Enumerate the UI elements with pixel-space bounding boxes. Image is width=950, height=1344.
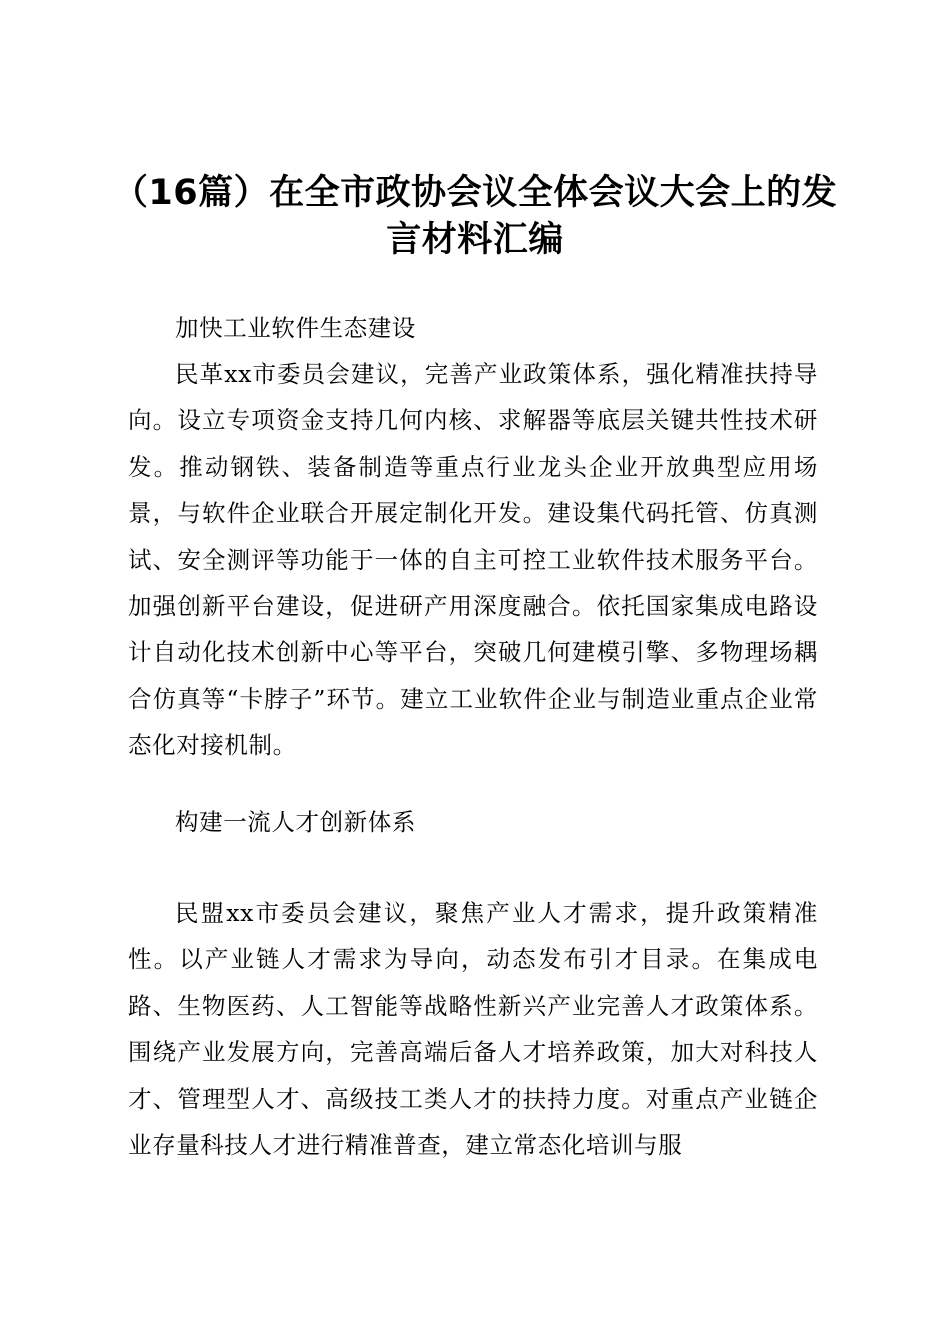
title-line-1: （16篇）在全市政协会议全体会议大会上的发 <box>112 173 838 213</box>
title-line-2: 言材料汇编 <box>386 220 564 260</box>
section-heading-1: 加快工业软件生态建设 <box>175 314 416 342</box>
document-title <box>110 170 840 264</box>
section-paragraph-2: 民盟xx市委员会建议，聚焦产业人才需求，提升政策精准性。以产业链人才需求为导向，动态发布引才目录。在集成电路、生物医药、人工智能等战略性新兴产业完善人才政策体系。围绕产业发展方向，完善高端后备人才培养政策，加大对科技人才、管理型人才、高级技工类人才的扶持力度。对重点产业链企业存量科技人才进行精准普查，建立常态化培训与服 <box>128 899 818 1160</box>
section-heading-2: 构建一流人才创新体系 <box>175 808 416 836</box>
section-paragraph-1: 民革xx市委员会建议，完善产业政策体系，强化精准扶持导向。设立专项资金支持几何内核、求解器等底层关键共性技术研发。推动钢铁、装备制造等重点行业龙头企业开放典型应用场景，与软件企业联合开展定制化开发。建设集代码托管、仿真测试、安全测评等功能于一体的自主可控工业软件技术服务平台。加强创新平台建设，促进研产用深度融合。依托国家集成电路设计自动化技术创新中心等平台，突破几何建模引擎、多物理场耦合仿真等“卡脖子”环节。建立工业软件企业与制造业重点企业常态化对接机制。 <box>128 360 818 760</box>
